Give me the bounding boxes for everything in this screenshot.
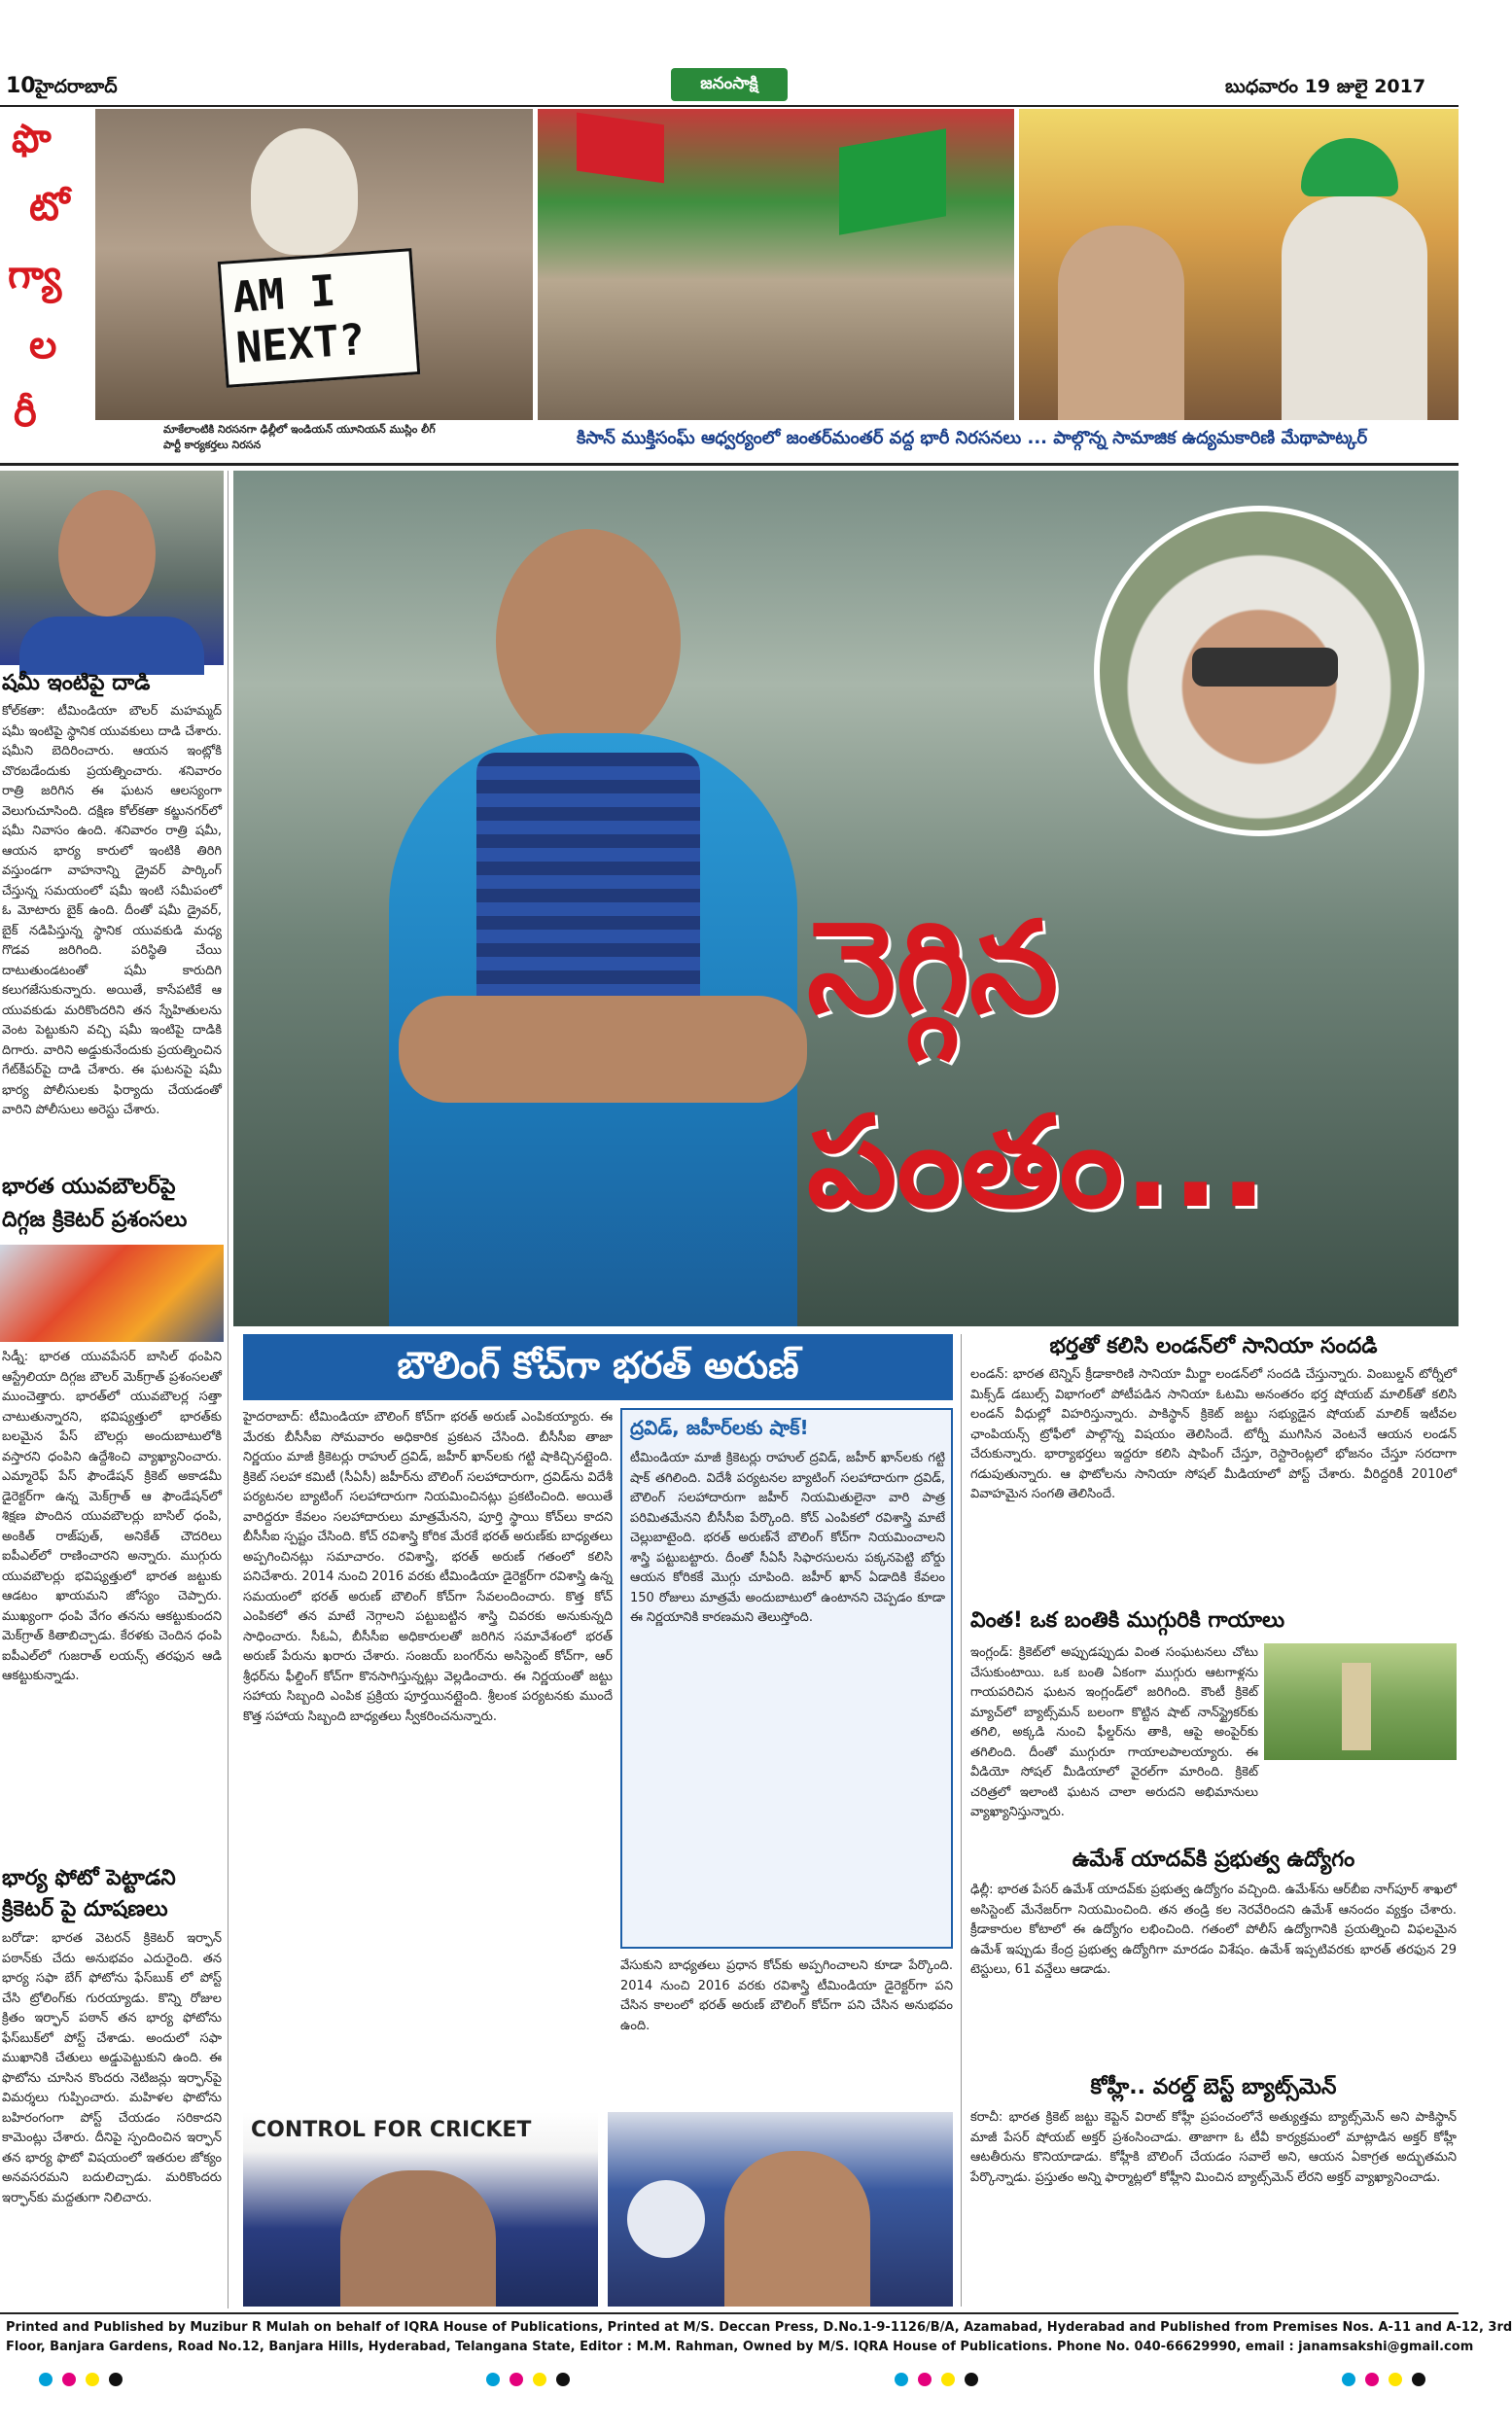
registration-dot (86, 2373, 99, 2386)
speaker-figure (724, 2151, 870, 2307)
thampi-photo (0, 1245, 224, 1342)
caption-right-text: కిసాన్ ముక్తిసంఘ్ ఆధ్వర్యంలో జంతర్‌మంతర్ వద్ద భారీ నిరసనలు ... పాల్గొన్న సామాజిక ఉద్యమకారిణి మేథాపాట్కర్ (577, 428, 1368, 448)
feature-headline-line1: నెగ్గిన (807, 894, 1059, 1041)
story-body: కోల్‌కతా: టీమిండియా బౌలర్ మహమ్మద్ షమీ ఇంటిపై స్థానిక యువకులు దాడి చేశారు. షమీని బెదిరించారు. ఆయన ఇంట్లోకి చొరబడేందుకు ప్రయత్నించారు. శనివారం రాత్రి జరిగిన ఈ ఘటన ఆలస్యంగా వెలుగుచూసింది. దక్షిణ కోల్‌కతా కట్జునగర్‌లో షమీ నివాసం ఉంది. శనివారం రాత్రి షమీ, ఆయన భార్య కారులో ఇంటికి తిరిగి వస్తుండగా వాహనాన్ని డ్రైవర్ పార్కింగ్ చేస్తున్న సమయంలో షమీ ఇంటి సమీపంలో ఓ మోటారు బైక్ ఉంది. దీంతో షమీ డ్రైవర్, బైక్ నడిపిస్తున్న స్థానిక యువకుడి మధ్య గొడవ జరిగింది. పరిస్థితి చేయి దాటుతుండటంతో షమీ కారుదిగి కలుగజేసుకున్నారు. అయితే, కాసేపటికే ఆ యువకుడు మరికొందరిని తన స్నేహితులను వెంట పెట్టుకుని వచ్చి షమీ ఇంటిపై దాడికి దిగారు. వారిని అడ్డుకునేందుకు ప్రయత్నించిన గేట్‌కీపర్‌పై దాడి చేశారు. ఈ ఘటనపై షమీ భార్య పోలీసులకు ఫిర్యాదు చేయడంతో వారిని పోలీసులు అరెస్టు చేశారు. (2, 704, 222, 1117)
story-title: భర్తతో కలిసి లండన్‌లో సానియా సందడి (1049, 1334, 1378, 1358)
woman-figure (1058, 226, 1184, 420)
story-body: ఇంగ్లండ్: క్రికెట్‌లో అప్పుడప్పుడు వింత సంఘటనలు చోటు చేసుకుంటాయి. ఒక బంతి ఏకంగా ముగ్గురు ఆటగాళ్లను గాయపరిచిన ఘటన ఇంగ్లండ్‌లో జరిగింది. కౌంటీ క్రికెట్ మ్యాచ్‌లో బ్యాట్స్‌మన్ బలంగా కొట్టిన షాట్ నాన్‌స్ట్రైకర్‌కు తగిలి, అక్కడి నుంచి ఫీల్డర్‌ను తాకి, ఆపై అంపైర్‌కు తగిలింది. దీంతో ముగ్గురూ గాయాలపాలయ్యారు. ఈ వీడియో సోషల్ మీడియాలో వైరల్‌గా మారింది. క్రికెట్ చరిత్రలో ఇలాంటి ఘటన చాలా అరుదని అభిమానులు వ్యాఖ్యానిస్తున్నారు. (970, 1645, 1258, 1819)
feature-body-tail: వేసుకుని బాధ్యతలు ప్రధాన కోచ్‌కు అప్పగించాలని కూడా పేర్కొంది. 2014 నుంచి 2016 వరకు రవిశాస్త్రి టీమిండియా డైరెక్టర్‌గా పని చేసిన కాలంలో భరత్ అరుణ్ బౌలింగ్ కోచ్‌గా పని చేసిన అనుభవం ఉంది. (620, 1958, 953, 2033)
registration-dot (39, 2373, 53, 2386)
story-title: కోహ్లీ.. వరల్డ్ బెస్ట్ బ్యాట్స్‌మెన్ (1090, 2075, 1337, 2099)
feature-headline-line2: పంతం... (807, 1088, 1268, 1236)
feature-box-body: టీమిండియా మాజీ క్రికెటర్లు రాహుల్ ద్రవిడ్, జహీర్ ఖాన్‌లకు గట్టి షాక్ తగిలింది. విదేశీ పర్యటనల బ్యాటింగ్ సలహాదారుగా ద్రవిడ్, బౌలింగ్ సలహాదారుగా జహీర్ నియమితులైనా వారి పాత్ర పరిమితమేనని బీసీసీఐ పేర్కొంది. కోచ్ ఎంపికలో రవిశాస్త్రి మాటే చెల్లుబాటైంది. భరత్ అరుణ్‌నే బౌలింగ్ కోచ్‌గా నియమించాలని శాస్త్రి పట్టుబట్టారు. దీంతో సీఏసీ సిఫారసులను పక్కనపెట్టి బోర్డు ఆయన కోరికకే మొగ్గు చూపింది. జహీర్ ఖాన్ ఏడాదికి కేవలం 150 రోజులు మాత్రమే అందుబాటులో ఉంటానని చెప్పడం కూడా ఈ నిర్ణయానికి కారణమని తెలుస్తోంది. (630, 1451, 945, 1625)
press-conference-photo-right (608, 2112, 953, 2307)
left-column-divider (228, 471, 229, 2308)
registration-dot (109, 2373, 123, 2386)
registration-dot (895, 2373, 908, 2386)
feature-sidebar-box (620, 1408, 953, 1949)
elder-figure (1282, 196, 1427, 420)
footer-divider (0, 2312, 1459, 2314)
gallery-char: గ్యా (8, 253, 62, 298)
head (496, 529, 681, 753)
registration-dot (941, 2373, 955, 2386)
press-conference-photo-left (243, 2112, 598, 2307)
protest-photo-sign (95, 109, 533, 420)
story-title: భార్య ఫోటో పెట్టాడని క్రికెటర్ పై దూషణలు (2, 1866, 176, 1921)
gallery-label (0, 109, 92, 459)
protest-crowd-photo (538, 109, 1014, 420)
gallery-caption-right (538, 420, 1459, 459)
story-title: షమీ ఇంటిపై దాడి (2, 671, 151, 695)
protest-sign (218, 248, 421, 388)
gallery-char: రీ (14, 391, 37, 436)
speaker-figure (340, 2170, 496, 2307)
story-body: సిడ్నీ: భారత యువపేసర్ బాసిల్ థంపిని ఆస్ట్రేలియా దిగ్గజ బౌలర్ మెక్‌గ్రాత్ ప్రశంసలతో ముంచెత్తారు. భారత్‌లో యువబౌలర్ల సత్తా చాటుతున్నారని, భవిష్యత్తులో భారత్‌కు బలమైన పేస్ బౌలర్లు అందుబాటులోకి వస్తారని ధంపిని ఉద్దేశించి వ్యాఖ్యానించారు. ఎమ్మారెఫ్ పేస్ ఫౌండేషన్ క్రికెట్ అకాడమీ డైరెక్టర్‌గా ఉన్న మెక్‌గ్రాత్ ఆ ఫౌండేషన్‌లో శిక్షణ పొందిన యువబౌలర్లు బాసిల్ ధంపి, అంకిత్ రాజ్‌పుత్, అనికేత్ చౌదరిలు ఐపీఎల్‌లో రాణించారని అన్నారు. ముగ్గురు యువబౌలర్లు భవిష్యత్తులో భారత జట్టుకు ఆడటం ఖాయమని జోస్యం చెప్పారు. ముఖ్యంగా ధంపి వేగం తనను ఆకట్టుకుందని మెక్‌గ్రాత్ కితాబిచ్చాడు. కేరళకు చెందిన ధంపి ఐపీఎల్‌లో గుజరాత్ లయన్స్ తరఫున ఆడి ఆకట్టుకున్నాడు. (2, 1350, 222, 1683)
feature-box-title: ద్రవిడ్, జహీర్‌లకు షాక్! (630, 1416, 809, 1439)
imprint-line: Floor, Banjara Gardens, Road No.12, Banjara Hills, Hyderabad, Telangana State, Editor : M.M. Rahman, Owned by M/S. IQRA House of Publications. Phone No. 040-66629990, email : janamsakshi@gmail.com (6, 2340, 1474, 2354)
page-header (0, 60, 1459, 109)
story-title: ఉమేశ్ యాదవ్‌కి ప్రభుత్వ ఉద్యోగం (1072, 1848, 1355, 1872)
green-flag (839, 128, 946, 234)
feature-body-left: హైదరాబాద్‌: టీమిండియా బౌలింగ్ కోచ్‌గా భరత్ అరుణ్ ఎంపికయ్యారు. ఈ మేరకు బీసీసీఐ సోమవారం అధికారిక ప్రకటన చేసింది. బీసీసీఐ తాజా నిర్ణయం మాజీ క్రికెటర్లు రాహుల్ ద్రవిడ్, జహీర్ ఖాన్‌లకు గట్టి షాకిచ్చినట్లైంది. క్రికెట్ సలహా కమిటీ (సీఏసీ) జహీర్‌ను బౌలింగ్ సలహాదారుగా, ద్రవిడ్‌ను విదేశీ పర్యటనల బ్యాటింగ్ సలహాదారుగా నియమించినట్లు ప్రకటించింది. అయితే వారిద్దరూ కేవలం సలహాదారులు మాత్రమేనని, పూర్తి స్థాయి కోచ్‌లు కాదని బీసీసీఐ స్పష్టం చేసింది. కోచ్ రవిశాస్త్రి కోరిక మేరకే భరత్ అరుణ్‌కు బాధ్యతలు అప్పగించినట్లు సమాచారం. రవిశాస్త్రి, భరత్ అరుణ్ గతంలో కలిసి పనిచేశారు. 2014 నుంచి 2016 వరకు టీమిండియా డైరెక్టర్‌గా రవిశాస్త్రి ఉన్న సమయంలో భరత్ అరుణ్ బౌలింగ్ కోచ్‌గా సేవలందించారు. కొత్త కోచ్ ఎంపికలో తన మాటే నెగ్గాలని పట్టుబట్టిన శాస్త్రి చివరకు అనుకున్నది సాధించారు. సీఓఏ, బీసీసీఐ అధికారులతో జరిగిన సమావేశంలో భరత్ అరుణ్ పేరును ఖరారు చేశారు. సంజయ్ బంగర్‌ను అసిస్టెంట్ కోచ్‌గా, ఆర్ శ్రీధర్‌ను ఫీల్డింగ్ కోచ్‌గా కొనసాగిస్తున్నట్లు వెల్లడించారు. ఈ నిర్ణయంతో జట్టు సహాయ సిబ్బంది ఎంపిక ప్రక్రియ పూర్తయినట్లైంది. శ్రీలంక పర్యటనకు ముందే కొత్త సహాయ సిబ్బంది బాధ్యతలు స్వీకరించనున్నారు. (243, 1410, 613, 1724)
person-silhouette (251, 128, 358, 255)
header-divider (0, 105, 1459, 107)
story-body: బరోడా: భారత వెటరన్ క్రికెటర్ ఇర్ఫాన్ పఠాన్‌కు చేదు అనుభవం ఎదురైంది. తన భార్య సఫా బేగ్ ఫోటోను ఫేస్‌బుక్ లో పోస్ట్ చేసి ట్రోలింగ్‌కు గురయ్యాడు. కొన్ని రోజుల క్రితం ఇర్ఫాన్ పఠాన్ తన భార్య ఫోటోను ఫేస్‌బుక్‌లో పోస్ట్ చేశాడు. అందులో సఫా ముఖానికి చేతులు అడ్డుపెట్టుకుని ఉంది. ఈ ఫొటోను చూసిన కొందరు నెటిజన్లు ఇర్ఫాన్‌పై విమర్శలు గుప్పించారు. మహిళల ఫొటోను బహిరంగంగా పోస్ట్ చేయడం సరికాదని కామెంట్లు చేశారు. దీనిపై స్పందించిన ఇర్ఫాన్ తన భార్య ఫొటో విషయంలో ఇతరుల జోక్యం అనవసరమని బదులిచ్చాడు. మరికొందరు ఇర్ఫాన్‌కు మద్దతుగా నిలిచారు. (2, 1931, 222, 2205)
registration-dot (918, 2373, 932, 2386)
bcci-logo (627, 2180, 705, 2258)
story-title: భారత యువబౌలర్‌పై దిగ్గజ క్రికెటర్ ప్రశంసలు (2, 1175, 188, 1232)
caption-left-text: మాకేలాంటికి నిరసనగా ఢిల్లీలో ఇండియన్ యూనియన్ ముస్లిం లీగ్ పార్టీ కార్యకర్తలు నిరసన (163, 423, 436, 451)
page-number: 10 (6, 74, 36, 98)
cricket-field-photo (1264, 1643, 1457, 1760)
bharat-arun-inset-photo (1094, 506, 1424, 836)
story-title: వింత! ఒక బంతికి ముగ్గురికి గాయాలు (970, 1608, 1285, 1633)
medha-patkar-photo (1019, 109, 1459, 420)
sunglasses (1192, 648, 1338, 687)
center-column-divider (961, 1334, 962, 2307)
registration-dot (486, 2373, 500, 2386)
turban (1301, 138, 1398, 196)
face (58, 490, 156, 617)
imprint-line: Printed and Published by Muzibur R Mulah on behalf of IQRA House of Publications, Printed at M/S. Deccan Press, D.No.1-9-1126/B/A, Azamabad, Hyderabad and Published from Premises Nos. A-11 and A-12, 3rd (6, 2320, 1512, 2335)
registration-dot (533, 2373, 546, 2386)
story-body: ఢిల్లీ: భారత పేసర్ ఉమేశ్ యాదవ్‌కు ప్రభుత్వ ఉద్యోగం వచ్చింది. ఉమేశ్‌ను ఆర్‌బీఐ నాగ్‌పూర్ శాఖలో అసిస్టెంట్ మేనేజర్‌గా నియమించింది. తన తండ్రి కల నెరవేరిందని ఉమేశ్ ఆనందం వ్యక్తం చేశారు. క్రీడాకారుల కోటాలో ఈ ఉద్యోగం లభించింది. గతంలో పోలీస్ ఉద్యోగానికి ప్రయత్నించి విఫలమైన ఉమేశ్ ఇప్పుడు కేంద్ర ప్రభుత్వ ఉద్యోగిగా మారడం విశేషం. ఉమేశ్ ఇప్పటివరకు భారత్ తరఫున 29 టెస్టులు, 61 వన్డేలు ఆడాడు. (970, 1883, 1457, 1977)
gallery-char: ల (29, 323, 57, 368)
color-registration-bar (0, 2369, 1459, 2392)
feature-banner-text: బౌలింగ్ కోచ్‌గా భరత్ అరుణ్ (397, 1344, 799, 1387)
gallery-char: టో (29, 185, 70, 229)
registration-dot (62, 2373, 76, 2386)
story-body-continued (970, 1764, 1457, 1844)
page-date: బుధవారం 19 జులై 2017 (1225, 76, 1426, 97)
registration-dot (510, 2373, 523, 2386)
jersey (19, 617, 204, 675)
registration-dot (1365, 2373, 1379, 2386)
gallery-char: ఫొ (12, 117, 52, 161)
red-flag (577, 113, 664, 184)
sign-text: AM I NEXT? (230, 265, 367, 373)
registration-dot (1389, 2373, 1402, 2386)
registration-dot (1412, 2373, 1425, 2386)
arms-crossed (399, 996, 807, 1103)
registration-dot (556, 2373, 570, 2386)
pitch (1342, 1663, 1371, 1750)
photo-banner-text: CONTROL FOR CRICKET (251, 2118, 532, 2142)
gallery-divider (0, 463, 1459, 466)
story-body: కరాచీ: భారత క్రికెట్ జట్టు కెప్టెన్ విరాట్ కోహ్లీ ప్రపంచంలోనే అత్యుత్తమ బ్యాట్స్‌మెన్ అని పాకిస్థాన్ మాజీ పేసర్ షోయబ్ అక్తర్ ప్రశంసించాడు. తాజాగా ఓ టీవీ కార్యక్రమంలో మాట్లాడిన అక్తర్ కోహ్లీ ఆటతీరును కొనియాడాడు. కోహ్లీకి బౌలింగ్ చేయడం సవాలే అని, ఆయన ఏకాగ్రత అద్భుతమని పేర్కొన్నాడు. ప్రస్తుతం అన్ని ఫార్మాట్లలో కోహ్లీని మించిన బ్యాట్స్‌మెన్ లేరని అక్తర్ వ్యాఖ్యానించాడు. (970, 2110, 1457, 2185)
masthead-logo (671, 68, 788, 101)
feature-banner (243, 1334, 953, 1400)
city-label: హైదరాబాద్ (35, 76, 118, 97)
registration-dot (965, 2373, 978, 2386)
gallery-caption-left (95, 420, 533, 459)
masthead-text: జనంసాక్షి (700, 74, 758, 93)
story-body: లండన్: భారత టెన్నిస్ క్రీడాకారిణి సానియా మీర్జా లండన్‌లో సందడి చేస్తున్నారు. వింబుల్డన్ టోర్నీలో మిక్స్‌డ్ డబుల్స్ విభాగంలో పోటీపడిన సానియా ఓటమి అనంతరం భర్త షోయబ్ మాలిక్‌తో కలిసి లండన్ వీధుల్లో విహరిస్తున్నారు. పాకిస్థాన్ క్రికెట్ జట్టు సభ్యుడైన షోయబ్ మాలిక్ ఇటీవల ఛాంపియన్స్ ట్రోఫీలో పాల్గొన్న విషయం తెలిసిందే. టోర్నీ ముగిసిన వెంటనే ఆయన లండన్ చేరుకున్నారు. భార్యాభర్తలు ఇద్దరూ కలిసి షాపింగ్ చేస్తూ, రెస్టారెంట్లలో భోజనం చేస్తూ సరదాగా గడుపుతున్నారు. ఆ ఫొటోలను సానియా సోషల్ మీడియాలో పోస్ట్ చేశారు. వీరిద్దరికీ 2010లో వివాహమైన సంగతి తెలిసిందే. (970, 1367, 1457, 1501)
shami-photo (0, 471, 224, 665)
registration-dot (1342, 2373, 1355, 2386)
